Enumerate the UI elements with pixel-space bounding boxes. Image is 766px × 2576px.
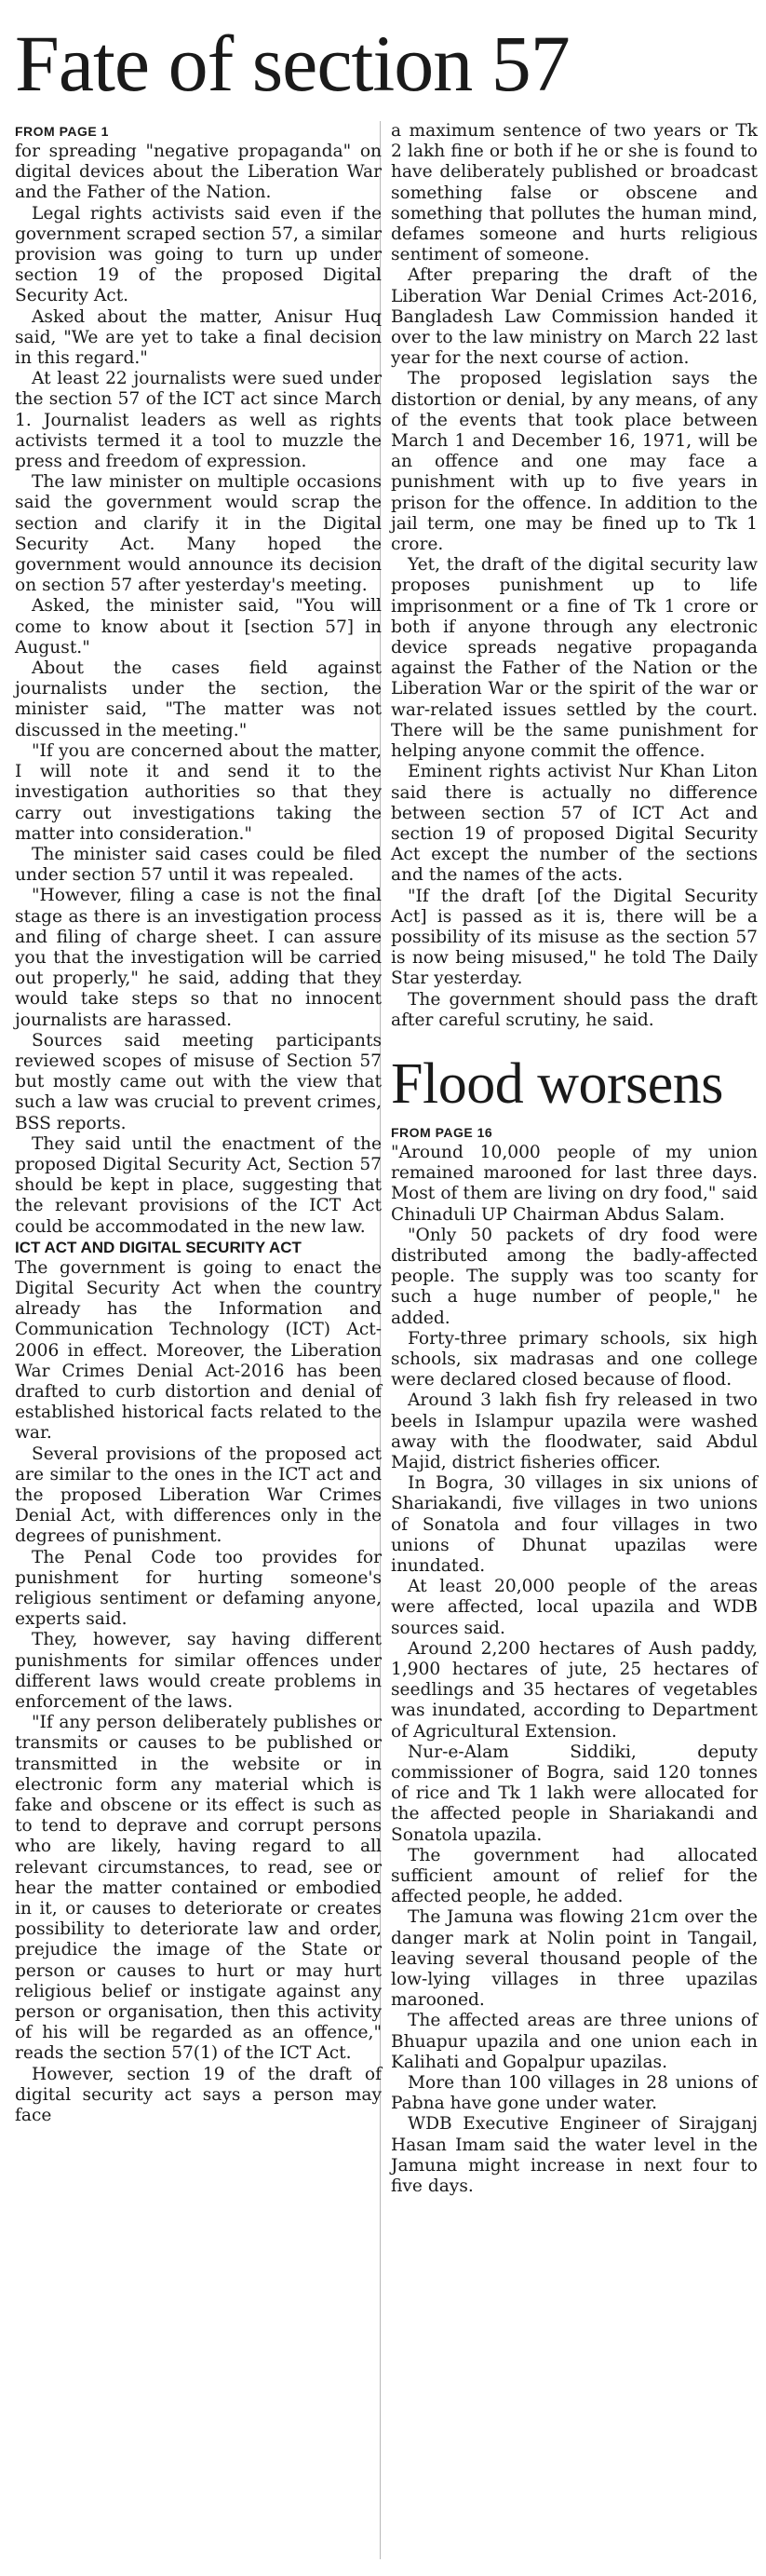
second-article-lead-paragraph: "Around 10,000 people of my union remained marooned for last three days. Most of them are living on dry food," said Chinaduli UP Chairman Abdus Salam. [391, 1142, 758, 1225]
article-lead-paragraph: for spreading "negative propaganda" on digital devices about the Liberation War and the Father of the Nation. [15, 142, 382, 203]
article-paragraph: Eminent rights activist Nur Khan Liton said there is actually no difference between section 57 of ICT Act and section 19 of proposed Digital Security Act except the number of the sections and the names of the acts. [391, 762, 758, 886]
section-lead-paragraph: The government is going to enact the Digital Security Act when the country already has the Information and Communication Technology (ICT) Act-2006 in effect. Moreover, the Liberation War Crimes Denial Act-2016 has been drafted to curb distortion and denial of established historical facts related to the war. [15, 1257, 382, 1444]
article-paragraph: Forty-three primary schools, six high schools, six madrasas and one college were declared closed because of flood. [391, 1328, 758, 1390]
article-paragraph: At least 20,000 people of the areas were affected, local upazila and WDB sources said. [391, 1577, 758, 1638]
right-column [391, 121, 758, 2197]
article-paragraph: They, however, say having different punishments for similar offences under different laws would create problems in enforcement of the laws. [15, 1630, 382, 1713]
left-column [15, 121, 382, 2126]
article-paragraph: Around 2,200 hectares of Aush paddy, 1,900 hectares of jute, 25 hectares of seedlings and 35 hectares of vegetables was inundated, according to Department of Agricultural Extension. [391, 1638, 758, 1742]
article-source-line: FROM PAGE 1 [15, 124, 109, 139]
article-continued-paragraph: a maximum sentence of two years or Tk 2 lakh fine or both if he or she is found to have deliberately published or broadcast something false or obscene and something that pollutes the human mind, defames someone and hurts religious sentiment of someone. [391, 121, 758, 265]
second-article-source-line: FROM PAGE 16 [391, 1124, 493, 1140]
article-paragraph: "However, filing a case is not the final stage as there is an investigation process and filing of charge sheet. I can assure you that the investigation will be carried out properly," he said, adding that they would take steps so that no innocent journalists are harassed. [15, 886, 382, 1030]
article-paragraph: The government should pass the draft after careful scrutiny, he said. [391, 989, 758, 1030]
article-paragraph: They said until the enactment of the proposed Digital Security Act, Section 57 should be kept in place, suggesting that the relevant provisions of the ICT Act could be accommodated in the new law. [15, 1133, 382, 1237]
article-paragraph: The proposed legislation says the distortion or denial, by any means, of any of the events that took place between March 1 and December 16, 1971, will be an offence and one may face a punishment with up to five years in prison for the offence. In addition to the jail term, one may be fined up to Tk 1 crore. [391, 369, 758, 555]
section-subheading: ICT ACT AND DIGITAL SECURITY ACT [15, 1238, 302, 1256]
article-paragraph: In Bogra, 30 villages in six unions of Shariakandi, five villages in two unions of Sonatola and four villages in two unions of Dhunat upazilas were inundated. [391, 1473, 758, 1576]
article-paragraph: The Penal Code too provides for punishment for hurting someone's religious sentiment or defaming anyone, experts said. [15, 1547, 382, 1630]
article-paragraph: Nur-e-Alam Siddiki, deputy commissioner of Bogra, said 120 tonnes of rice and Tk 1 lakh were allocated for the affected people in Shariakandi and Sonatola upazila. [391, 1742, 758, 1845]
article-paragraph: The law minister on multiple occasions said the government would scrap the section and clarify it in the Digital Security Act. Many hoped the government would announce its decision on section 57 after yesterday's meeting. [15, 472, 382, 596]
article-paragraph: "If any person deliberately publishes or transmits or causes to be published or transmitted in the website or in electronic form any material which is fake and obscene or its effect is such as to tend to deprave and corrupt persons who are likely, having regard to all relevant circumstances, to read, see or hear the matter contained or embodied in it, or causes to deteriorate or creates possibility to deteriorate law and order, prejudice the image of the State or person or causes to hurt or may hurt religious belief or instigate against any person or organisation, then this activity of his will be regarded as an offence," reads the section 57(1) of the ICT Act. [15, 1713, 382, 2064]
article-paragraph: Asked, the minister said, "You will come to know about it [section 57] in August." [15, 596, 382, 658]
article-paragraph: The government had allocated sufficient amount of relief for the affected people, he added. [391, 1845, 758, 1907]
article-headline: Fate of section 57 [15, 19, 570, 108]
article-paragraph: At least 22 journalists were sued under the section 57 of the ICT act since March 1. Journalist leaders as well as rights activists termed it a tool to muzzle the press and freedom of expression. [15, 369, 382, 472]
article-paragraph: The minister said cases could be filed under section 57 until it was repealed. [15, 844, 382, 886]
article-paragraph: The Jamuna was flowing 21cm over the danger mark at Nolin point in Tangail, leaving several thousand people of the low-lying villages in three upazilas marooned. [391, 1907, 758, 2011]
article-paragraph: The affected areas are three unions of Bhuapur upazila and one union each in Kalihati and Gopalpur upazilas. [391, 2011, 758, 2072]
article-paragraph: After preparing the draft of the Liberation War Denial Crimes Act-2016, Bangladesh Law Commission handed it over to the law ministry on March 22 last year for the next course of action. [391, 265, 758, 369]
article-paragraph: About the cases field against journalists under the section, the minister said, "The matter was not discussed in the meeting." [15, 658, 382, 740]
article-paragraph: Asked about the matter, Anisur Huq said, "We are yet to take a final decision in this regard." [15, 306, 382, 369]
article-paragraph: Around 3 lakh fish fry released in two beels in Islampur upazila were washed away with the floodwater, said Abdul Majid, district fisheries officer. [391, 1390, 758, 1472]
article-paragraph: Yet, the draft of the digital security law proposes punishment up to life imprisonment or a fine of Tk 1 crore or both if anyone through any electronic device spreads negative propaganda against the Father of the Nation or the Liberation War or the spirit of the war or war-related issues settled by the court. There will be the same punishment for helping anyone commit the offence. [391, 555, 758, 762]
article-paragraph: Sources said meeting participants reviewed scopes of misuse of Section 57 but mostly came out with the view that such a law was crucial to prevent crimes, BSS reports. [15, 1030, 382, 1133]
article-paragraph: "If the draft [of the Digital Security Act] is passed as it is, there will be a possibility of its misuse as the section 57 is now being misused," he told The Daily Star yesterday. [391, 886, 758, 989]
article-paragraph: However, section 19 of the draft of digital security act says a person may face [15, 2064, 382, 2126]
article-paragraph: "Only 50 packets of dry food were distributed among the badly-affected people. The supply was too scanty for such a huge number of people," he added. [391, 1225, 758, 1328]
article-paragraph: "If you are concerned about the matter, I will note it and send it to the investigation authorities so that they carry out investigations taking the matter into consideration." [15, 740, 382, 844]
article-paragraph: More than 100 villages in 28 unions of Pabna have gone under water. [391, 2073, 758, 2114]
article-paragraph: WDB Executive Engineer of Sirajganj Hasan Imam said the water level in the Jamuna might increase in next four to five days. [391, 2114, 758, 2197]
article-paragraph: Legal rights activists said even if the government scraped section 57, a similar provision was going to turn up under section 19 of the proposed Digital Security Act. [15, 203, 382, 306]
second-article-headline: Flood worsens [391, 1051, 723, 1116]
article-paragraph: Several provisions of the proposed act are similar to the ones in the ICT act and the proposed Liberation War Crimes Denial Act, with differences only in the degrees of punishment. [15, 1444, 382, 1547]
